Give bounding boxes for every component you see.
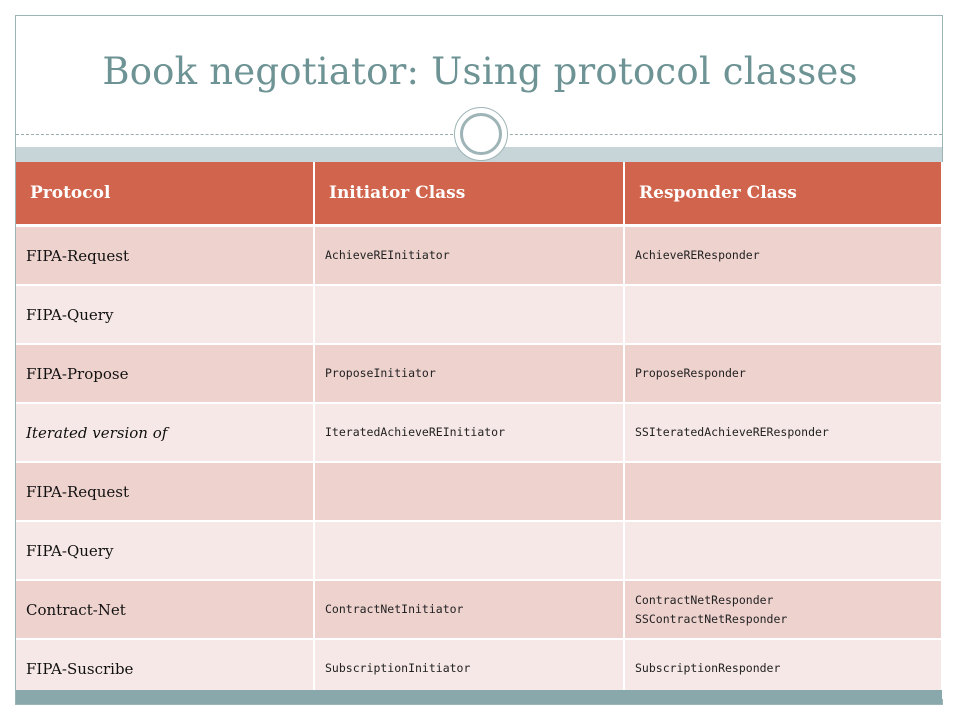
protocol-cell: FIPA-Suscribe [16, 639, 314, 698]
initiator-cell [314, 462, 624, 521]
protocol-cell: FIPA-Request [16, 226, 314, 286]
table-row [16, 403, 942, 462]
responder-cell [624, 285, 942, 344]
responder-cell [624, 462, 942, 521]
header-protocol: Protocol [16, 162, 314, 226]
initiator-cell: IteratedAchieveREInitiator [314, 403, 624, 462]
responder-cell [624, 521, 942, 580]
responder-cell: SSIteratedAchieveREResponder [624, 403, 942, 462]
initiator-cell [314, 285, 624, 344]
header-initiator-class: Initiator Class [314, 162, 624, 226]
initiator-cell: AchieveREInitiator [314, 226, 624, 286]
protocol-cell: FIPA-Request [16, 462, 314, 521]
initiator-cell: ProposeInitiator [314, 344, 624, 403]
table-row [16, 462, 942, 521]
protocol-cell: FIPA-Query [16, 521, 314, 580]
responder-name-secondary: SSContractNetResponder [635, 611, 788, 626]
table-row [16, 226, 942, 286]
responder-cell: ProposeResponder [624, 344, 942, 403]
table-row [16, 344, 942, 403]
initiator-cell [314, 521, 624, 580]
header-responder-class: Responder Class [624, 162, 942, 226]
responder-cell [624, 580, 942, 639]
protocol-cell: FIPA-Propose [16, 344, 314, 403]
responder-name: ContractNetResponder [635, 592, 774, 607]
responder-cell [624, 226, 942, 286]
table-row [16, 580, 942, 639]
protocol-cell: FIPA-Query [16, 285, 314, 344]
ring-ornament-inner [460, 113, 502, 155]
table-header-row [16, 162, 942, 226]
initiator-cell: ContractNetInitiator [314, 580, 624, 639]
initiator-cell: SubscriptionInitiator [314, 639, 624, 698]
protocol-cell: Iterated version of [16, 403, 314, 462]
table-row [16, 285, 942, 344]
protocol-cell: Contract-Net [16, 580, 314, 639]
table-row [16, 521, 942, 580]
protocol-table [16, 162, 943, 699]
responder-name: AchieveREResponder [635, 248, 760, 262]
bottom-band [16, 690, 942, 704]
slide-title: Book negotiator: Using protocol classes [102, 50, 858, 93]
responder-cell: SubscriptionResponder [624, 639, 942, 698]
